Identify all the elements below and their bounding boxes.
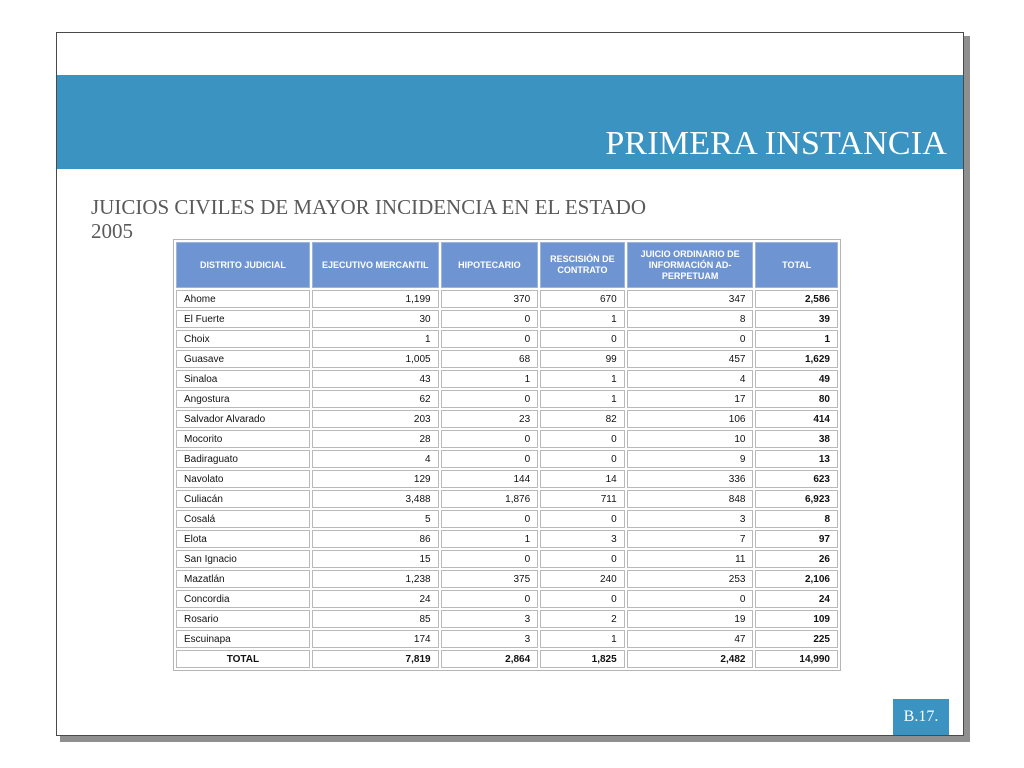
district-name-cell: Angostura [176, 390, 310, 408]
table-row [176, 550, 838, 568]
district-name-cell: Choix [176, 330, 310, 348]
row-total-cell: 8 [755, 510, 838, 528]
value-cell: 30 [312, 310, 439, 328]
value-cell: 1 [441, 530, 539, 548]
row-total-cell: 225 [755, 630, 838, 648]
row-total-cell: 1,629 [755, 350, 838, 368]
table-row [176, 510, 838, 528]
district-name-cell: Rosario [176, 610, 310, 628]
value-cell: 19 [627, 610, 754, 628]
table-row [176, 390, 838, 408]
district-name-cell: Culiacán [176, 490, 310, 508]
value-cell: 1 [540, 370, 625, 388]
row-total-cell: 623 [755, 470, 838, 488]
value-cell: 375 [441, 570, 539, 588]
value-cell: 14 [540, 470, 625, 488]
value-cell: 0 [627, 330, 754, 348]
page-title: PRIMERA INSTANCIA [605, 125, 947, 162]
value-cell: 62 [312, 390, 439, 408]
row-total-cell: 80 [755, 390, 838, 408]
district-name-cell: Escuinapa [176, 630, 310, 648]
district-name-cell: Mocorito [176, 430, 310, 448]
value-cell: 0 [540, 330, 625, 348]
title-banner [57, 75, 963, 169]
value-cell: 0 [441, 330, 539, 348]
value-cell: 82 [540, 410, 625, 428]
value-cell: 15 [312, 550, 439, 568]
table-row [176, 450, 838, 468]
value-cell: 370 [441, 290, 539, 308]
value-cell: 0 [441, 510, 539, 528]
value-cell: 240 [540, 570, 625, 588]
value-cell: 3,488 [312, 490, 439, 508]
value-cell: 1,005 [312, 350, 439, 368]
row-total-cell: 1 [755, 330, 838, 348]
value-cell: 4 [312, 450, 439, 468]
value-cell: 106 [627, 410, 754, 428]
value-cell: 0 [540, 510, 625, 528]
row-total-cell: 26 [755, 550, 838, 568]
table-row [176, 430, 838, 448]
value-cell: 23 [441, 410, 539, 428]
value-cell: 203 [312, 410, 439, 428]
table-body [176, 290, 838, 668]
value-cell: 99 [540, 350, 625, 368]
district-name-cell: Mazatlán [176, 570, 310, 588]
row-total-cell: 39 [755, 310, 838, 328]
value-cell: 8 [627, 310, 754, 328]
district-name-cell: Sinaloa [176, 370, 310, 388]
value-cell: 711 [540, 490, 625, 508]
row-total-cell: 38 [755, 430, 838, 448]
table-row [176, 470, 838, 488]
table-row [176, 570, 838, 588]
value-cell: 670 [540, 290, 625, 308]
column-header: HIPOTECARIO [441, 242, 539, 288]
table-header-row [176, 242, 838, 288]
value-cell: 3 [540, 530, 625, 548]
value-cell: 3 [627, 510, 754, 528]
total-value-cell: 7,819 [312, 650, 439, 668]
value-cell: 0 [540, 550, 625, 568]
column-header: RESCISIÓN DE CONTRATO [540, 242, 625, 288]
table-row [176, 410, 838, 428]
district-name-cell: Guasave [176, 350, 310, 368]
table-row [176, 350, 838, 368]
value-cell: 347 [627, 290, 754, 308]
value-cell: 1 [540, 310, 625, 328]
value-cell: 0 [441, 590, 539, 608]
table-row [176, 630, 838, 648]
subtitle-year: 2005 [91, 219, 133, 243]
row-total-cell: 13 [755, 450, 838, 468]
table-row [176, 330, 838, 348]
civil-cases-table [173, 239, 841, 671]
value-cell: 1,238 [312, 570, 439, 588]
row-total-cell: 97 [755, 530, 838, 548]
value-cell: 47 [627, 630, 754, 648]
district-name-cell: Cosalá [176, 510, 310, 528]
value-cell: 24 [312, 590, 439, 608]
value-cell: 0 [441, 430, 539, 448]
value-cell: 0 [441, 310, 539, 328]
district-name-cell: El Fuerte [176, 310, 310, 328]
value-cell: 9 [627, 450, 754, 468]
value-cell: 848 [627, 490, 754, 508]
table-row [176, 610, 838, 628]
table-row [176, 310, 838, 328]
table-row [176, 530, 838, 548]
value-cell: 10 [627, 430, 754, 448]
value-cell: 1 [312, 330, 439, 348]
district-name-cell: Salvador Alvarado [176, 410, 310, 428]
district-name-cell: Concordia [176, 590, 310, 608]
value-cell: 3 [441, 610, 539, 628]
row-total-cell: 414 [755, 410, 838, 428]
table-row [176, 490, 838, 508]
value-cell: 11 [627, 550, 754, 568]
total-value-cell: 14,990 [755, 650, 838, 668]
table-total-row [176, 650, 838, 668]
total-label-cell: TOTAL [176, 650, 310, 668]
district-name-cell: Navolato [176, 470, 310, 488]
value-cell: 0 [627, 590, 754, 608]
total-value-cell: 2,864 [441, 650, 539, 668]
value-cell: 0 [441, 450, 539, 468]
value-cell: 457 [627, 350, 754, 368]
value-cell: 1 [540, 630, 625, 648]
table-row [176, 370, 838, 388]
column-header: JUICIO ORDINARIO DE INFORMACIÓN AD-PERPETUAM [627, 242, 754, 288]
value-cell: 17 [627, 390, 754, 408]
row-total-cell: 109 [755, 610, 838, 628]
value-cell: 85 [312, 610, 439, 628]
section-subtitle [91, 195, 791, 243]
value-cell: 1 [441, 370, 539, 388]
value-cell: 253 [627, 570, 754, 588]
value-cell: 1 [540, 390, 625, 408]
value-cell: 2 [540, 610, 625, 628]
table-row [176, 590, 838, 608]
district-name-cell: San Ignacio [176, 550, 310, 568]
subtitle-line: JUICIOS CIVILES DE MAYOR INCIDENCIA EN EL ESTADO [91, 195, 647, 219]
table-row [176, 290, 838, 308]
district-name-cell: Elota [176, 530, 310, 548]
district-name-cell: Badiraguato [176, 450, 310, 468]
value-cell: 336 [627, 470, 754, 488]
value-cell: 0 [441, 550, 539, 568]
total-value-cell: 2,482 [627, 650, 754, 668]
column-header: EJECUTIVO MERCANTIL [312, 242, 439, 288]
page-number-badge: B.17. [893, 699, 949, 735]
row-total-cell: 49 [755, 370, 838, 388]
value-cell: 68 [441, 350, 539, 368]
row-total-cell: 2,106 [755, 570, 838, 588]
value-cell: 0 [540, 590, 625, 608]
value-cell: 1,876 [441, 490, 539, 508]
value-cell: 0 [540, 450, 625, 468]
value-cell: 174 [312, 630, 439, 648]
value-cell: 4 [627, 370, 754, 388]
value-cell: 43 [312, 370, 439, 388]
total-value-cell: 1,825 [540, 650, 625, 668]
value-cell: 86 [312, 530, 439, 548]
district-name-cell: Ahome [176, 290, 310, 308]
column-header: TOTAL [755, 242, 838, 288]
row-total-cell: 24 [755, 590, 838, 608]
value-cell: 144 [441, 470, 539, 488]
value-cell: 0 [540, 430, 625, 448]
slide [56, 32, 964, 736]
value-cell: 0 [441, 390, 539, 408]
row-total-cell: 2,586 [755, 290, 838, 308]
value-cell: 7 [627, 530, 754, 548]
value-cell: 129 [312, 470, 439, 488]
value-cell: 1,199 [312, 290, 439, 308]
row-total-cell: 6,923 [755, 490, 838, 508]
value-cell: 3 [441, 630, 539, 648]
value-cell: 5 [312, 510, 439, 528]
column-header: DISTRITO JUDICIAL [176, 242, 310, 288]
value-cell: 28 [312, 430, 439, 448]
